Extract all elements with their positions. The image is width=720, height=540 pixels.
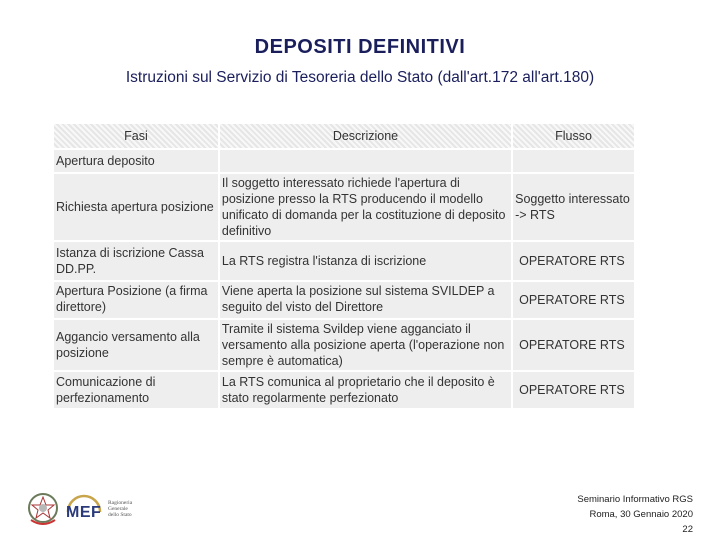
- mef-logo-caption-line: Ragioneria: [108, 500, 133, 506]
- procedure-table: [52, 122, 636, 410]
- page-subtitle: Istruzioni sul Servizio di Tesoreria dello Stato (dall'art.172 all'art.180): [125, 69, 595, 86]
- table-row: [54, 150, 634, 172]
- table-cell-flusso: OPERATORE RTS: [513, 372, 634, 408]
- mef-logo-caption: [108, 500, 132, 518]
- table-cell-fase: Apertura Posizione (a firma direttore): [54, 282, 218, 318]
- table-cell-descrizione: [220, 150, 511, 172]
- table-cell-fase: Aggancio versamento alla posizione: [54, 320, 218, 370]
- table-row: [54, 242, 634, 280]
- table-cell-descrizione: Viene aperta la posizione sul sistema SVILDEP a seguito del visto del Direttore: [220, 282, 511, 318]
- mef-logo-caption-line: Generale: [108, 506, 128, 512]
- table-cell-flusso: OPERATORE RTS: [513, 282, 634, 318]
- column-header-descrizione: Descrizione: [220, 124, 511, 148]
- footer-date: Roma, 30 Gennaio 2020: [589, 509, 693, 520]
- table-row: [54, 372, 634, 408]
- table-row: [54, 174, 634, 240]
- mef-logo-caption-line: dello Stato: [108, 512, 132, 518]
- table-cell-flusso: OPERATORE RTS: [513, 320, 634, 370]
- italian-emblem-icon: [26, 490, 60, 530]
- table-row: [54, 320, 634, 370]
- page-title: DEPOSITI DEFINITIVI: [254, 36, 466, 58]
- footer-info: [577, 492, 693, 537]
- table-cell-flusso: [513, 150, 634, 172]
- table-cell-fase: Comunicazione di perfezionamento: [54, 372, 218, 408]
- column-header-flusso: Flusso: [513, 124, 634, 148]
- footer-seminar: Seminario Informativo RGS: [577, 494, 693, 505]
- page-number: 22: [682, 524, 693, 535]
- table-cell-descrizione: La RTS comunica al proprietario che il deposito è stato regolarmente perfezionato: [220, 372, 511, 408]
- table-cell-fase: Apertura deposito: [54, 150, 218, 172]
- table-header-row: [54, 124, 634, 148]
- mef-logo-text: MEF: [66, 504, 102, 521]
- table-cell-descrizione: La RTS registra l'istanza di iscrizione: [220, 242, 511, 280]
- table-cell-fase: Istanza di iscrizione Cassa DD.PP.: [54, 242, 218, 280]
- table-cell-descrizione: Tramite il sistema Svildep viene agganciato il versamento alla posizione aperta (l'operazione non sempre è automatica): [220, 320, 511, 370]
- table-cell-fase: Richiesta apertura posizione: [54, 174, 218, 240]
- table-cell-flusso: Soggetto interessato -> RTS: [513, 174, 634, 240]
- table-cell-descrizione: Il soggetto interessato richiede l'apertura di posizione presso la RTS producendo il modello unificato di domanda per la costituzione di deposito definitivo: [220, 174, 511, 240]
- table-cell-flusso: OPERATORE RTS: [513, 242, 634, 280]
- table-row: [54, 282, 634, 318]
- column-header-fasi: Fasi: [54, 124, 218, 148]
- mef-logo: [64, 490, 164, 530]
